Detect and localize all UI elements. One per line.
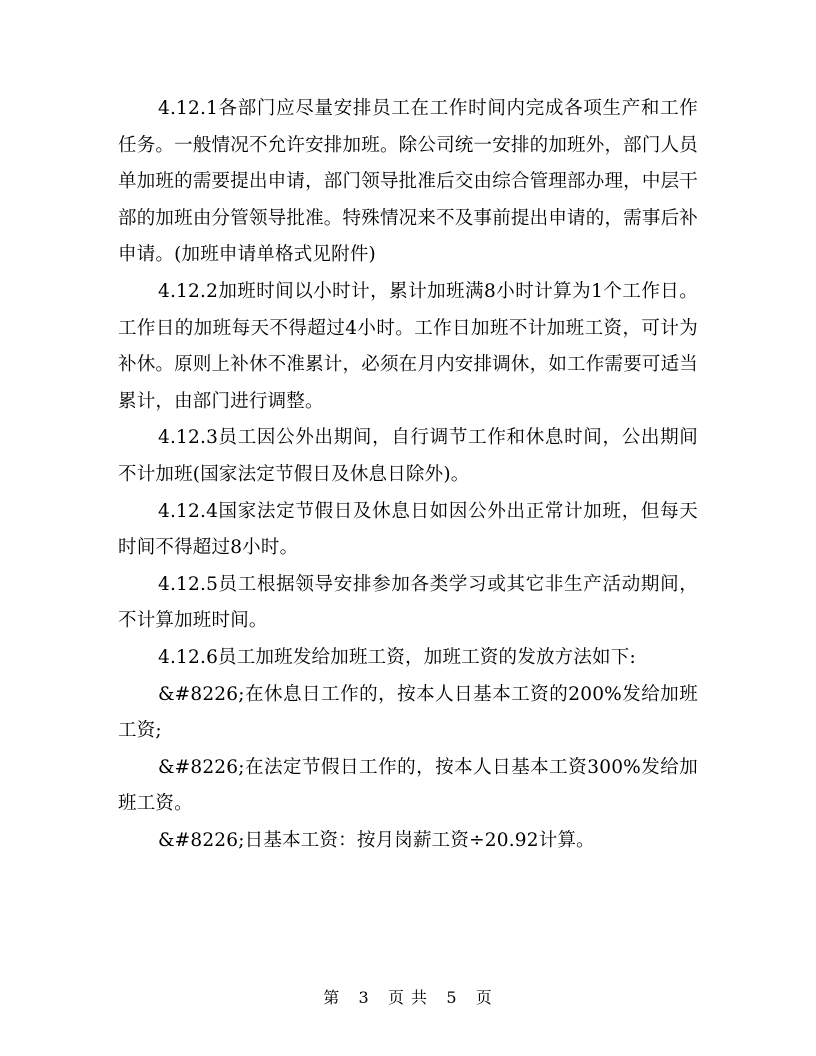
- paragraph-4-12-4: 4.12.4国家法定节假日及休息日如因公外出正常计加班，但每天时间不得超过8小时。: [118, 500, 698, 559]
- paragraph-4-12-5: 4.12.5员工根据领导安排参加各类学习或其它非生产活动期间，不计算加班时间。: [118, 573, 698, 632]
- document-body: [118, 91, 698, 859]
- paragraph-4-12-3: 4.12.3员工因公外出期间，自行调节工作和休息时间，公出期间不计加班(国家法定节假日及休息日除外)。: [118, 427, 698, 485]
- footer-prefix: 第: [323, 988, 341, 1007]
- paragraph-4-12-6: 4.12.6员工加班发给加班工资，加班工资的发放方法如下:: [158, 646, 636, 668]
- footer-current-page: 3: [358, 988, 370, 1007]
- bullet-daily-base-pay: &#8226;日基本工资：按月岗薪工资÷20.92计算。: [158, 829, 595, 851]
- paragraph-4-12-2: 4.12.2加班时间以小时计，累计加班满8小时计算为1个工作日。工作日的加班每天不得超过4小时。工作日加班不计加班工资，可计为补休。原则上补休不准累计，必须在月内安排调休，如工作需要可适当累计，由部门进行调整。: [118, 280, 698, 412]
- footer-total-pages: 5: [446, 988, 458, 1007]
- page-footer: [0, 985, 816, 1008]
- paragraph-4-12-1: 4.12.1各部门应尽量安排员工在工作时间内完成各项生产和工作任务。一般情况不允许安排加班。除公司统一安排的加班外，部门人员单加班的需要提出申请，部门领导批准后交由综合管理部办理，中层干部的加班由分管领导批准。特殊情况来不及事前提出申请的，需事后补申请。(加班申请单格式见附件): [118, 98, 698, 266]
- bullet-rest-day-pay: &#8226;在休息日工作的，按本人日基本工资的200%发给加班工资;: [118, 683, 698, 742]
- footer-suffix: 页: [475, 988, 493, 1007]
- footer-middle: 页 共: [387, 988, 429, 1007]
- bullet-holiday-pay: &#8226;在法定节假日工作的，按本人日基本工资300%发给加班工资。: [118, 756, 698, 815]
